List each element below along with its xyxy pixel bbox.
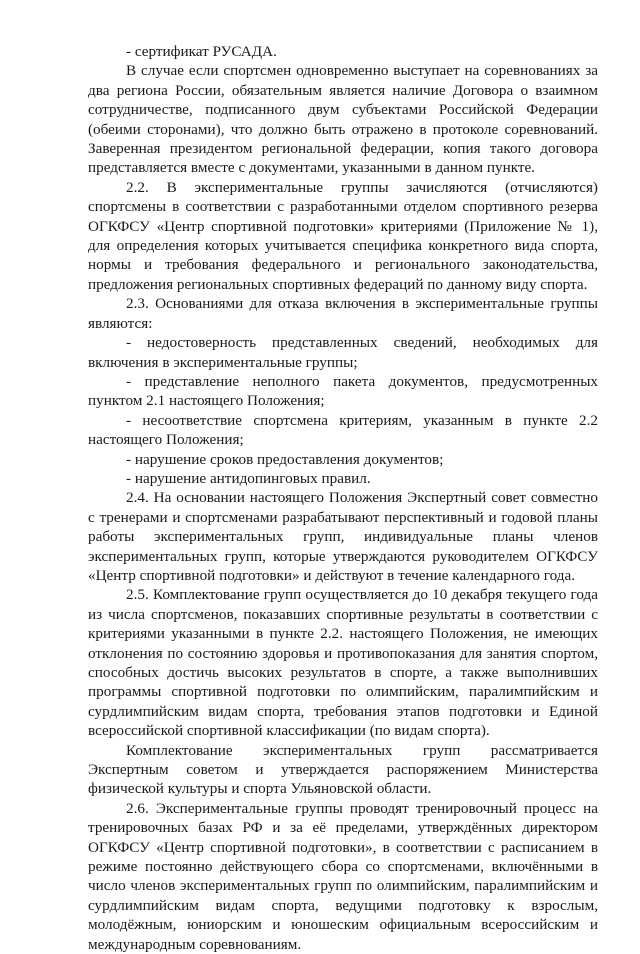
- list-item-deadline-violation: - нарушение сроков предоставления документов;: [126, 450, 444, 468]
- list-item-doping-violation: - нарушение антидопинговых правил.: [126, 469, 371, 487]
- list-item-unreliable-info: - недостоверность представленных сведений, необходимых для включения в экспериментальные группы;: [88, 334, 598, 371]
- paragraph-2-3: 2.3. Основаниями для отказа включения в экспериментальные группы являются:: [88, 295, 598, 332]
- paragraph-2-5: 2.5. Комплектование групп осуществляется до 10 декабря текущего года из числа спортсменов, показавших спортивные результаты в соответствии с критериями указанными в пункте 2.2. настоящего Положения, не имеющих отклонения по состоянию здоровья и противопоказания для занятия спортом, способных достичь высоких результатов в спорте, а также выполнивших программы спортивной подготовки по олимпийским, паралимпийским и сурдлимпийским видам спорта, требования этапов подготовки и Единой всероссийской спортивной классификации (по видам спорта).: [88, 586, 598, 740]
- list-item-incomplete-package: - представление неполного пакета документов, предусмотренных пунктом 2.1 настоящего Положения;: [88, 372, 598, 410]
- paragraph-two-regions: В случае если спортсмен одновременно выступает на соревнованиях за два региона России, обязательным является наличие Договора о взаимном сотрудничестве, подписанного двум субъектами Российской Федерации (обеими сторонами), что должно быть отражено в протоколе соревнований. Заверенная президентом региональной федерации, копия такого договора представляется вместе с документами, указанными в данном пункте.: [88, 62, 598, 177]
- paragraph-2-6: 2.6. Экспериментальные группы проводят тренировочный процесс на тренировочных базах РФ и за её пределами, утверждённых директором ОГКФСУ «Центр спортивной подготовки», в соответствии с расписанием в режиме постоянно действующего сбора со спортсменами, включёнными в число членов экспериментальных групп по олимпийским, паралимпийским и сурдлимпийским видам спорта, ведущими подготовку к взрослым, молодёжным, юниорским и юношеским официальным всероссийским и международным соревнованиям.: [88, 799, 598, 953]
- list-item-criteria-mismatch: - несоответствие спортсмена критериям, указанным в пункте 2.2 настоящего Положения;: [88, 411, 598, 449]
- paragraph-staffing: Комплектование экспериментальных групп рассматривается Экспертным советом и утверждается распоряжением Министерства физической культуры и спорта Ульяновской области.: [88, 741, 598, 798]
- paragraph-2-2: 2.2. В экспериментальные группы зачисляются (отчисляются) спортсмены в соответствии с разработанными отделом спортивного резерва ОГКФСУ «Центр спортивной подготовки» критериями (Приложение № 1), для определения которых учитывается специфика конкретного вида спорта, нормы и требования федерального и регионального законодательства, предложения региональных спортивных федераций по данному виду спорта.: [88, 178, 598, 293]
- paragraph-certificate: - сертификат РУСАДА.: [126, 43, 277, 60]
- document-page: [88, 42, 598, 954]
- paragraph-2-4: 2.4. На основании настоящего Положения Экспертный совет совместно с тренерами и спортсменами разрабатывают перспективный и годовой планы работы экспериментальных групп, индивидуальные планы членов экспериментальных групп, которые утверждаются руководителем ОГКФСУ «Центр спортивной подготовки» и действуют в течение календарного года.: [88, 489, 598, 584]
